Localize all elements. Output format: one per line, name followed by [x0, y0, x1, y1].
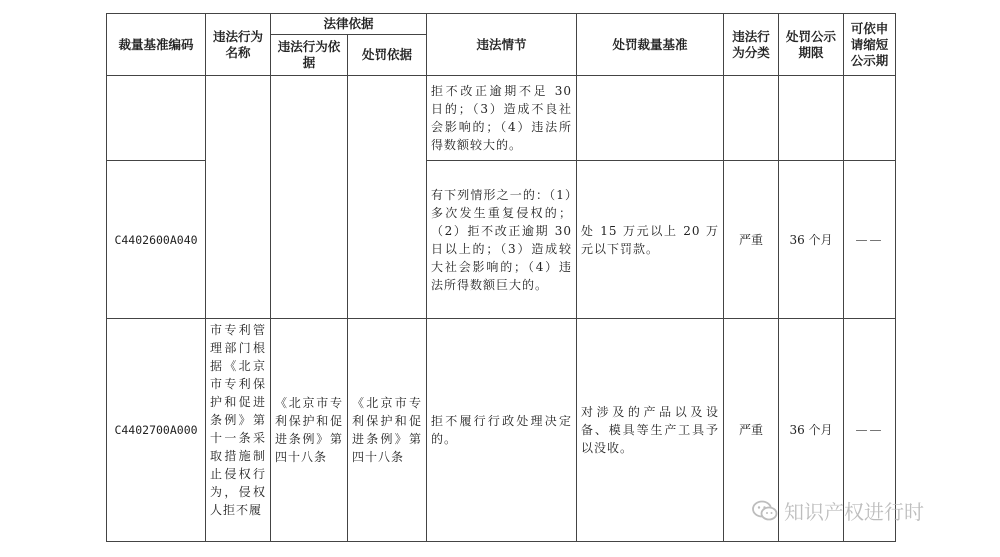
header-shorten: 可依申请缩短公示期 — [844, 14, 896, 76]
cell-category: 严重 — [724, 161, 779, 319]
header-disclosure-period: 处罚公示期限 — [779, 14, 844, 76]
cell-penalty-basis — [348, 76, 427, 319]
cell-shorten: —— — [844, 161, 896, 319]
watermark — [752, 496, 924, 525]
watermark-text: 知识产权进行时 — [784, 500, 924, 524]
cell-period: 36 个月 — [779, 161, 844, 319]
cell-violation-basis — [271, 76, 348, 319]
cell-shorten: —— — [844, 319, 896, 542]
header-category: 违法行为分类 — [724, 14, 779, 76]
wechat-icon — [752, 500, 778, 522]
header-penalty-basis: 处罚依据 — [348, 35, 427, 76]
cell-category: 严重 — [724, 319, 779, 542]
cell-code — [107, 76, 206, 161]
header-row — [107, 14, 896, 35]
header-penalty-standard: 处罚裁量基准 — [577, 14, 724, 76]
cell-circumstance: 有下列情形之一的：（1）多次发生重复侵权的；（2）拒不改正逾期 30 日以上的；（3）造成较大社会影响的；（4）违法所得数额巨大的。 — [427, 161, 577, 319]
header-legal-basis: 法律依据 — [271, 14, 427, 35]
cell-period — [779, 76, 844, 161]
cell-code: C4402600A040 — [107, 161, 206, 319]
cell-circumstance: 拒不履行行政处理决定的。 — [427, 319, 577, 542]
cell-penalty-standard: 对涉及的产品以及设备、模具等生产工具予以没收。 — [577, 319, 724, 542]
cell-period: 36 个月 — [779, 319, 844, 542]
cell-circumstance: 拒不改正逾期不足 30 日的；（3）造成不良社会影响的；（4）违法所得数额较大的。 — [427, 76, 577, 161]
cell-shorten — [844, 76, 896, 161]
header-circumstance: 违法情节 — [427, 14, 577, 76]
cell-penalty-standard — [577, 76, 724, 161]
cell-act-name — [206, 76, 271, 319]
cell-violation-basis: 《北京市专利保护和促进条例》第四十八条 — [271, 319, 348, 542]
cell-category — [724, 76, 779, 161]
cell-penalty-standard: 处 15 万元以上 20 万元以下罚款。 — [577, 161, 724, 319]
table-row — [107, 76, 896, 161]
cell-penalty-basis: 《北京市专利保护和促进条例》第四十八条 — [348, 319, 427, 542]
header-code: 裁量基准编码 — [107, 14, 206, 76]
penalty-standard-table — [106, 13, 896, 542]
cell-act-name: 市专利管理部门根据《北京市专利保护和促进条例》第十一条采取措施制止侵权行为，侵权人拒不履 — [206, 319, 271, 542]
header-violation-basis: 违法行为依据 — [271, 35, 348, 76]
header-act-name: 违法行为名称 — [206, 14, 271, 76]
cell-code: C4402700A000 — [107, 319, 206, 542]
